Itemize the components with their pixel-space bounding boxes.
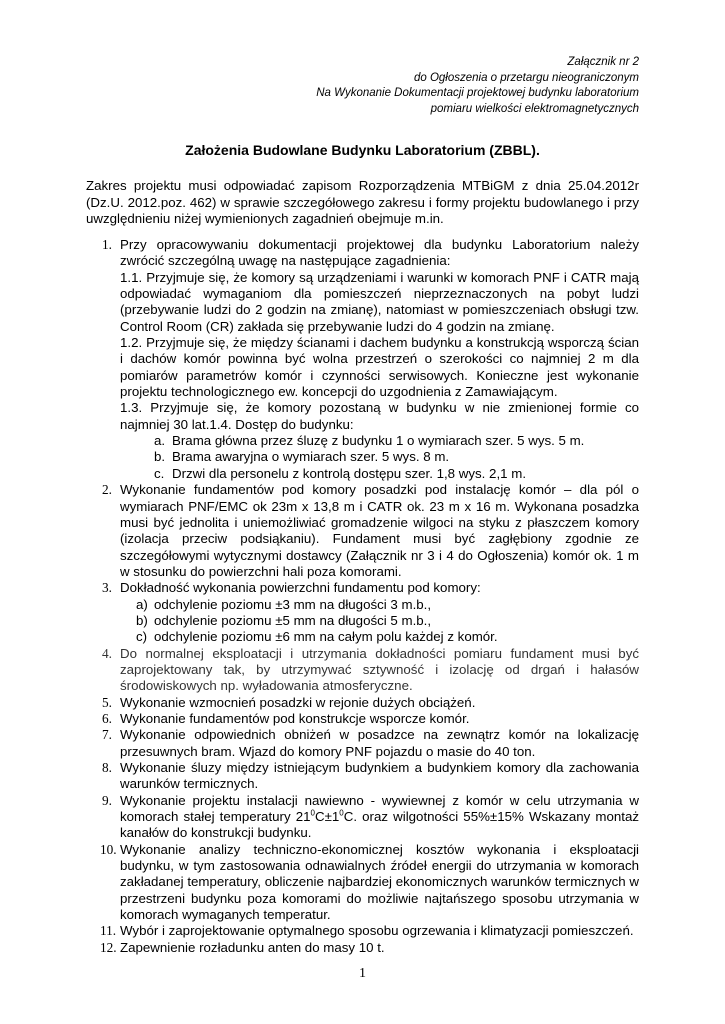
sub-sub-text: odchylenie poziomu ±3 mm na długości 3 m.b., xyxy=(154,596,432,612)
item-text-part: Wykonanie projektu instalacji nawiewno - wywiewnej z komór w celu utrzymania w komorach stałej temperatury 21 xyxy=(120,792,639,825)
item-text: Dokładność wykonania powierzchni fundamentu pod komory: xyxy=(120,580,481,596)
sub-sub-letter: b. xyxy=(154,449,166,465)
list-item xyxy=(102,580,639,645)
item-text: Wykonanie odpowiednich obniżeń w posadzce na zewnątrz komór na lokalizację przesuwnych bram. Wjazd do komory PNF pojazdu o masie do 40 ton. xyxy=(120,727,639,759)
item-text xyxy=(120,793,639,842)
item-number: 2. xyxy=(102,482,112,498)
item-text: Wykonanie fundamentów pod konstrukcje wsporcze komór. xyxy=(120,710,470,726)
item-number: 1. xyxy=(102,237,112,252)
list-item xyxy=(102,727,639,760)
item-number: 4. xyxy=(102,645,112,661)
item-text: Wykonanie fundamentów pod komory posadzki pod instalację komór – dla pól o wymiarach PNF/EMC ok 23m x 13,8 m i CATR ok. 23 m x 16 m. Wykonana posadzka musi być jednolita i uniemożliwiać gromadzenie wilgoci na styku z płaszczem komory (izolacja przeciw podsiąkaniu). Fundament musi być zagłębiony zgodnie ze szczegółowymi wytycznymi dostawcy (Załącznik nr 3 i 4 do Ogłoszenia) komór ok. 1 m w stosunku do powierzchni hali poza komorami. xyxy=(120,482,639,579)
item-text: Przy opracowywaniu dokumentacji projektowej dla budynku Laboratorium należy zwrócić szczególną uwagę na następujące zagadnienia: xyxy=(120,237,639,269)
sub-item: 1.2. Przyjmuje się, że między ścianami i dachem budynku a konstrukcją wsporczą ścian i dachów komór powinna być wolna przestrzeń o szerokości co najmniej 2 m dla pomiarów parametrów komór i czynności serwisowych. Konieczne jest wykonanie projektu technologicznego ew. koncepcji do uzgodnienia z Zamawiającym. xyxy=(120,335,639,400)
item-number: 5. xyxy=(102,694,112,710)
sub-item: 1.1. Przyjmuje się, że komory są urządzeniami i warunki w komorach PNF i CATR mają odpowiadać wymaganiom dla pomieszczeń nieprzeznaczonych na pobyt ludzi (przebywanie ludzi do 2 godzin na zmianę), natomiast w pomieszczeniach obsługi tzw. Control Room (CR) zakłada się przebywanie ludzi do 4 godzin na zmianę. xyxy=(120,269,639,334)
item-text: Wykonanie wzmocnień posadzki w rejonie dużych obciążeń. xyxy=(120,694,476,710)
list-item xyxy=(102,923,639,939)
sub-sub-letter: a) xyxy=(136,596,148,612)
header-line: Załącznik nr 2 xyxy=(567,56,639,68)
item-number: 7. xyxy=(102,727,112,743)
sub-sub-text: odchylenie poziomu ±5 mm na długości 5 m.b., xyxy=(154,612,432,628)
degree-superscript: 0 xyxy=(310,808,315,818)
sub-sub-text: Brama główna przez śluzę z budynku 1 o wymiarach szer. 5 wys. 5 m. xyxy=(172,433,585,449)
document-header xyxy=(316,55,639,117)
sub-sub-item xyxy=(120,449,639,465)
sub-sub-letter: c) xyxy=(136,629,148,645)
item-number: 12. xyxy=(100,939,117,955)
item-text-part: C±1 xyxy=(314,809,340,825)
item-number: 8. xyxy=(102,760,112,775)
list-item xyxy=(102,793,639,842)
item-text: Zapewnienie rozładunku anten do masy 10 t. xyxy=(120,939,385,955)
sub-sub-item xyxy=(120,433,639,449)
header-line: do Ogłoszenia o przetargu nieograniczonym xyxy=(413,71,639,84)
list-item xyxy=(102,760,639,793)
item-number: 9. xyxy=(102,792,112,808)
item-text-part: C. oraz wilgotności 55%±15% Wskazany montaż kanałów do konstrukcji budynku. xyxy=(120,809,639,841)
sub-sub-text: Brama awaryjna o wymiarach szer. 5 wys. 8 m. xyxy=(172,449,450,465)
sub-sub-letter: a. xyxy=(154,433,166,449)
item-number: 3. xyxy=(102,580,112,596)
list-item xyxy=(102,940,639,956)
item-text: Wykonanie analizy techniczno-ekonomicznej kosztów wykonania i eksploatacji budynku, w tym zastosowania odnawialnych źródeł energii do utrzymania w komorach zakładanej temperatury, obliczenie najbardziej ekonomicznych warunków termicznych w przestrzeni budynku poza komorami do możliwie najtańszego sposobu utrzymania w komorach wymaganych temperatur. xyxy=(120,841,639,923)
item-text: Wybór i zaprojektowanie optymalnego sposobu ogrzewania i klimatyzacji pomieszczeń. xyxy=(120,923,634,939)
sub-sub-item xyxy=(120,613,639,629)
sub-sub-item xyxy=(120,629,639,645)
item-number: 11. xyxy=(100,923,117,939)
item-number: 10. xyxy=(100,841,117,857)
list-item xyxy=(102,842,639,924)
item-number: 6. xyxy=(102,710,112,726)
degree-superscript: 0 xyxy=(339,808,344,818)
sub-sub-item xyxy=(120,597,639,613)
sub-sub-letter: c. xyxy=(154,465,165,481)
sub-sub-text: Drzwi dla personelu z kontrolą dostępu szer. 1,8 wys. 2,1 m. xyxy=(172,465,527,481)
requirements-list xyxy=(102,237,639,956)
sub-sub-item xyxy=(120,466,639,482)
document-title: Założenia Budowlane Budynku Laboratorium (ZBBL). xyxy=(185,142,540,158)
list-item xyxy=(102,695,639,711)
header-line: Na Wykonanie Dokumentacji projektowej budynku laboratorium xyxy=(316,87,639,99)
list-item xyxy=(102,646,639,695)
list-item xyxy=(102,711,639,727)
sub-item: 1.3. Przyjmuje się, że komory pozostaną w budynku w nie zmienionej formie co najmniej 30 lat.1.4. Dostęp do budynku: xyxy=(120,400,639,432)
sub-sub-letter: b) xyxy=(136,612,148,628)
page-number: 1 xyxy=(359,966,366,981)
header-line: pomiaru wielkości elektromagnetycznych xyxy=(430,102,639,115)
item-text: Wykonanie śluzy między istniejącym budynkiem a budynkiem komory dla zachowania warunków termicznych. xyxy=(120,760,639,792)
item-text: Do normalnej eksploatacji i utrzymania dokładności pomiaru fundament musi być zaprojektowany tak, by utrzymywać sztywność i izolację od drgań i hałasów środowiskowych np. wyładowania atmosferyczne. xyxy=(120,645,639,694)
list-item xyxy=(102,237,639,482)
sub-sub-text: odchylenie poziomu ±6 mm na całym polu każdej z komór. xyxy=(154,629,498,645)
intro-paragraph: Zakres projektu musi odpowiadać zapisom Rozporządzenia MTBiGM z dnia 25.04.2012r (Dz.U. 2012.poz. 462) w sprawie szczegółowego zakresu i formy projektu budowlanego i przy uwzględnieniu niżej wymienionych zagadnień obejmuje m.in. xyxy=(86,178,639,227)
list-item xyxy=(102,482,639,580)
